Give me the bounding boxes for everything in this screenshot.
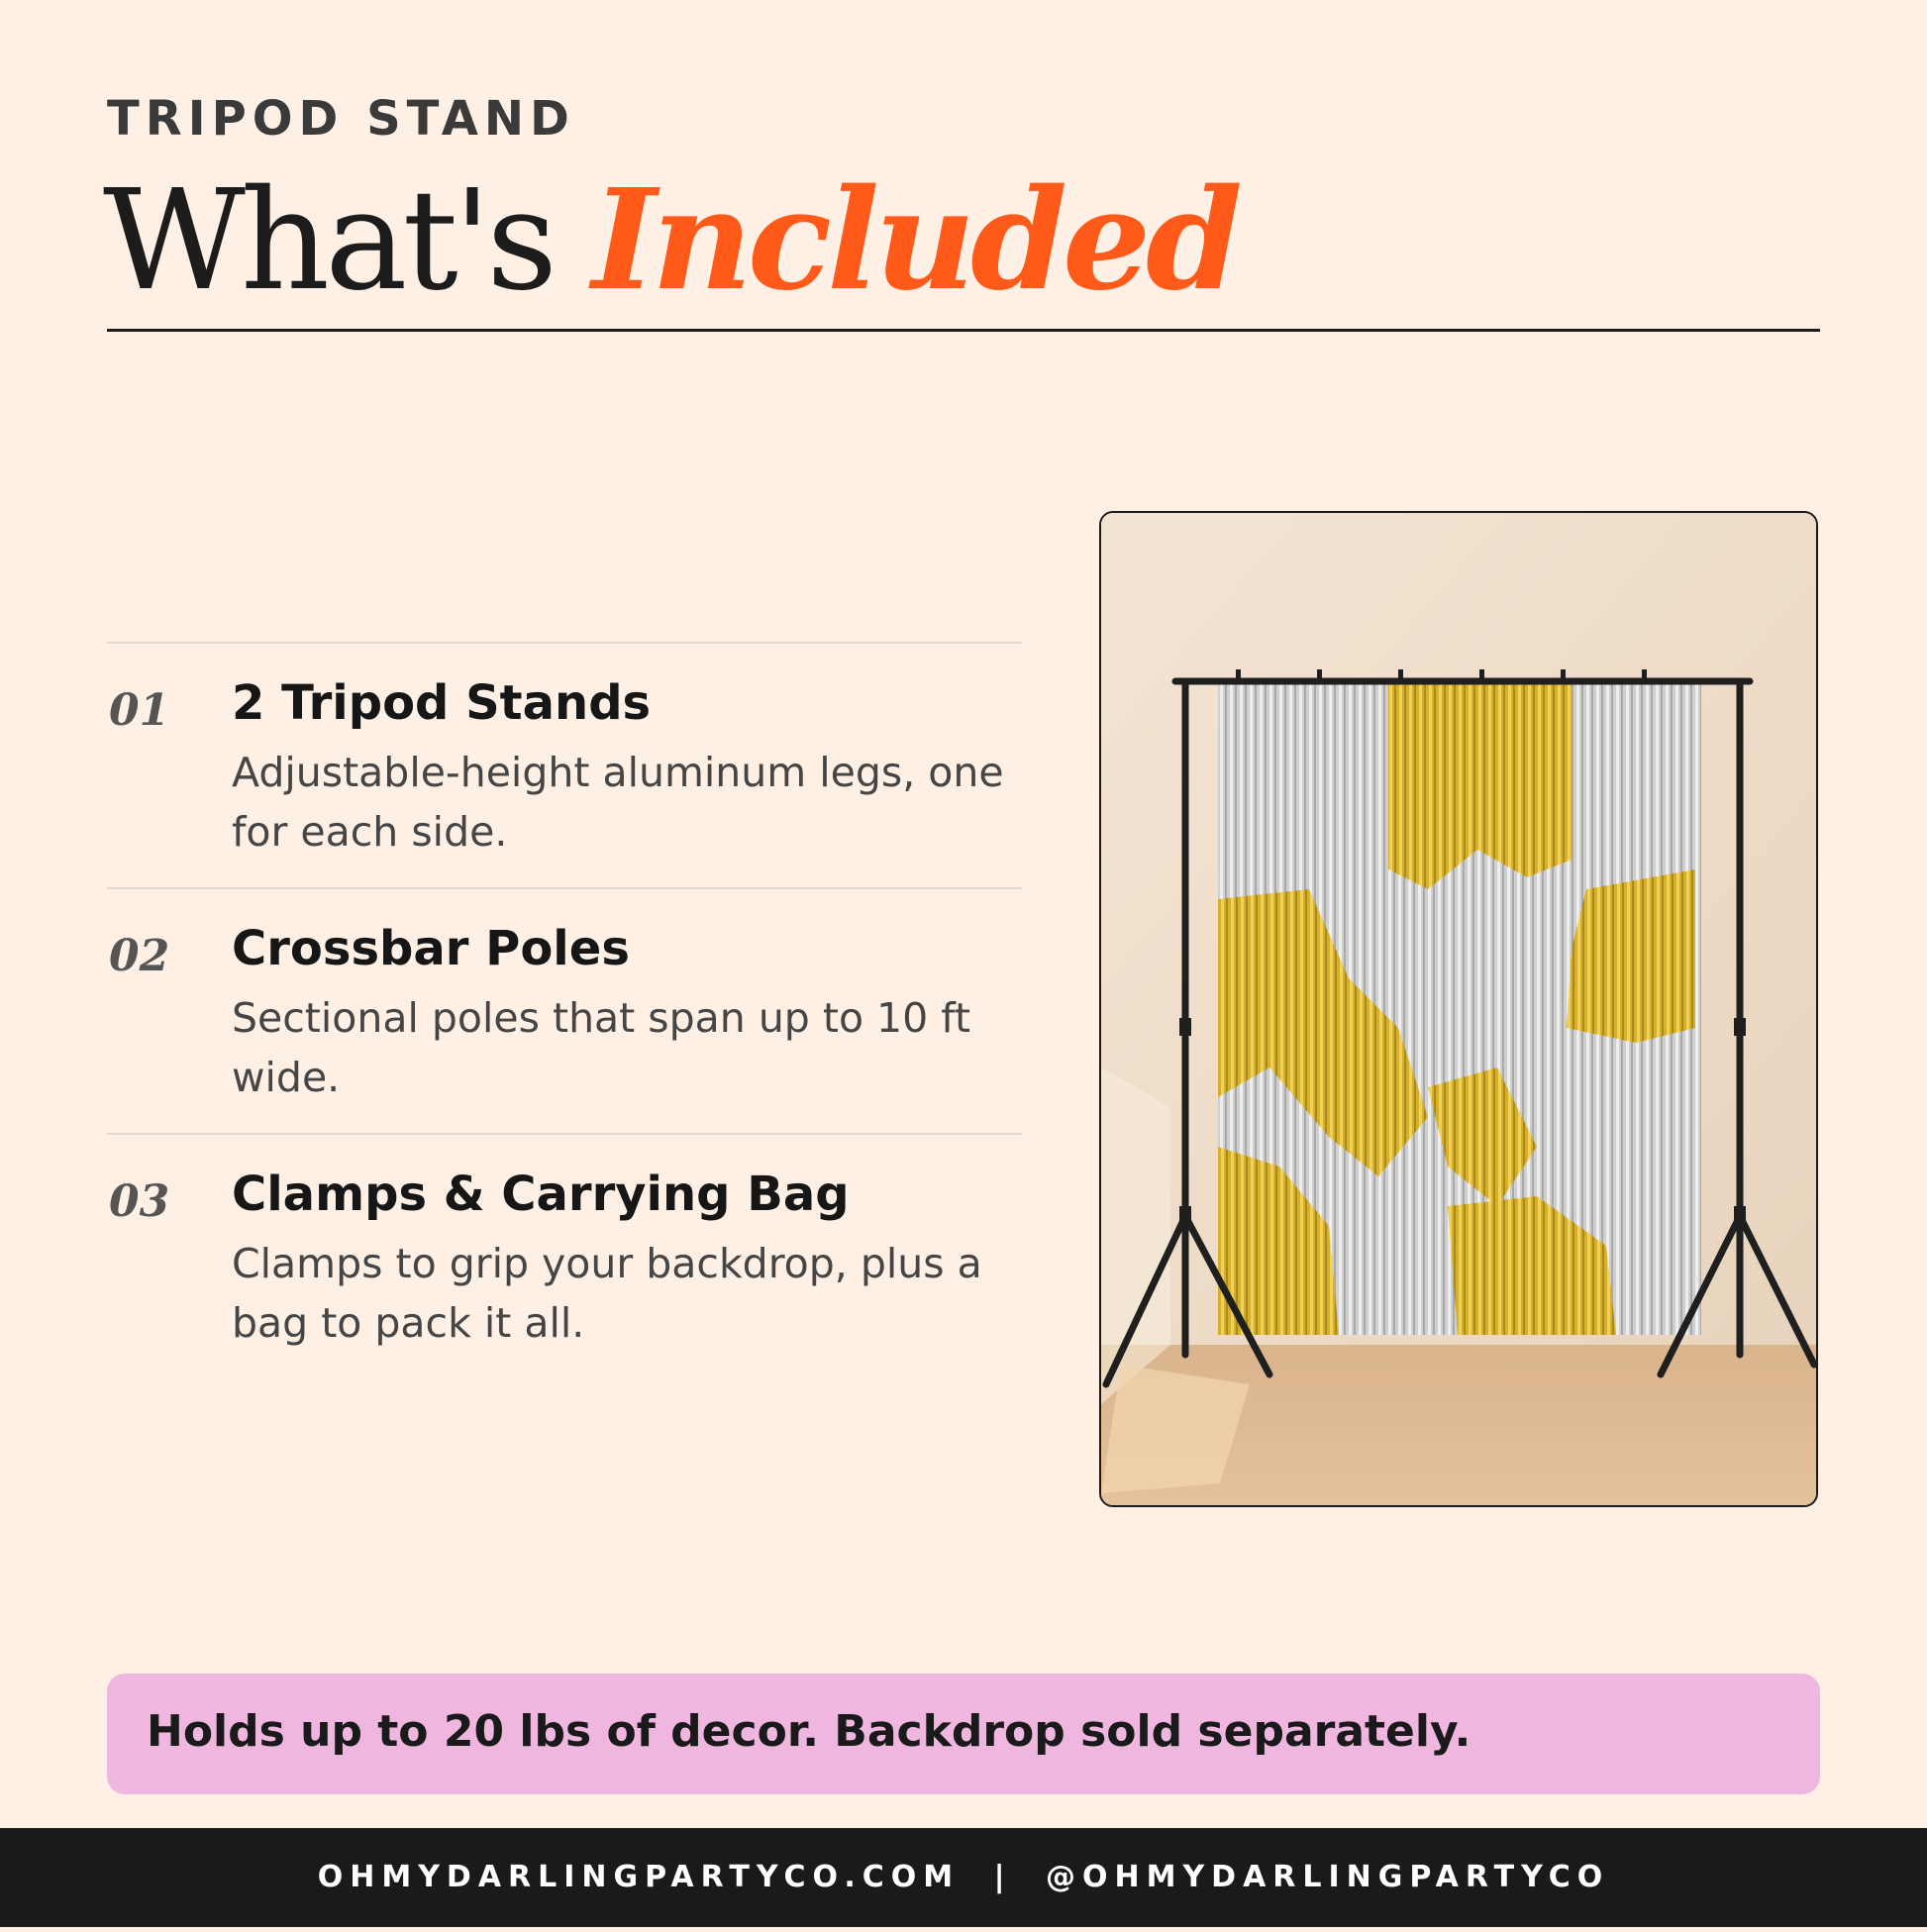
list-item <box>107 642 1022 887</box>
included-list <box>107 642 1022 1378</box>
item-title: Crossbar Poles <box>232 921 630 976</box>
item-description: Sectional poles that span up to 10 ft wide. <box>232 994 971 1101</box>
list-item <box>107 1133 1022 1378</box>
item-title: Clamps & Carrying Bag <box>232 1167 850 1222</box>
item-description: Adjustable-height aluminum legs, one for each side. <box>232 749 1004 856</box>
backdrop-stand-illustration <box>1101 513 1816 1505</box>
title-divider <box>107 329 1820 332</box>
footer-separator: | <box>993 1860 1012 1894</box>
item-number: 03 <box>109 1176 170 1227</box>
footer-website[interactable]: OHMYDARLINGPARTYCO.COM <box>317 1860 961 1894</box>
info-banner-text: Holds up to 20 lbs of decor. Backdrop sold separately. <box>147 1706 1471 1757</box>
list-item <box>107 887 1022 1133</box>
footer-bar <box>0 1828 1927 1927</box>
item-description: Clamps to grip your backdrop, plus a bag to pack it all. <box>232 1240 982 1347</box>
product-photo <box>1099 511 1818 1507</box>
title-accent: Included <box>591 159 1238 322</box>
title-plain: What's <box>103 160 554 322</box>
info-banner <box>107 1674 1820 1794</box>
footer-handle[interactable]: @OHMYDARLINGPARTYCO <box>1045 1860 1610 1894</box>
item-number: 01 <box>109 685 170 736</box>
eyebrow-label: TRIPOD STAND <box>107 91 575 147</box>
item-number: 02 <box>109 931 170 981</box>
page-title <box>103 159 1238 322</box>
item-title: 2 Tripod Stands <box>232 675 652 731</box>
